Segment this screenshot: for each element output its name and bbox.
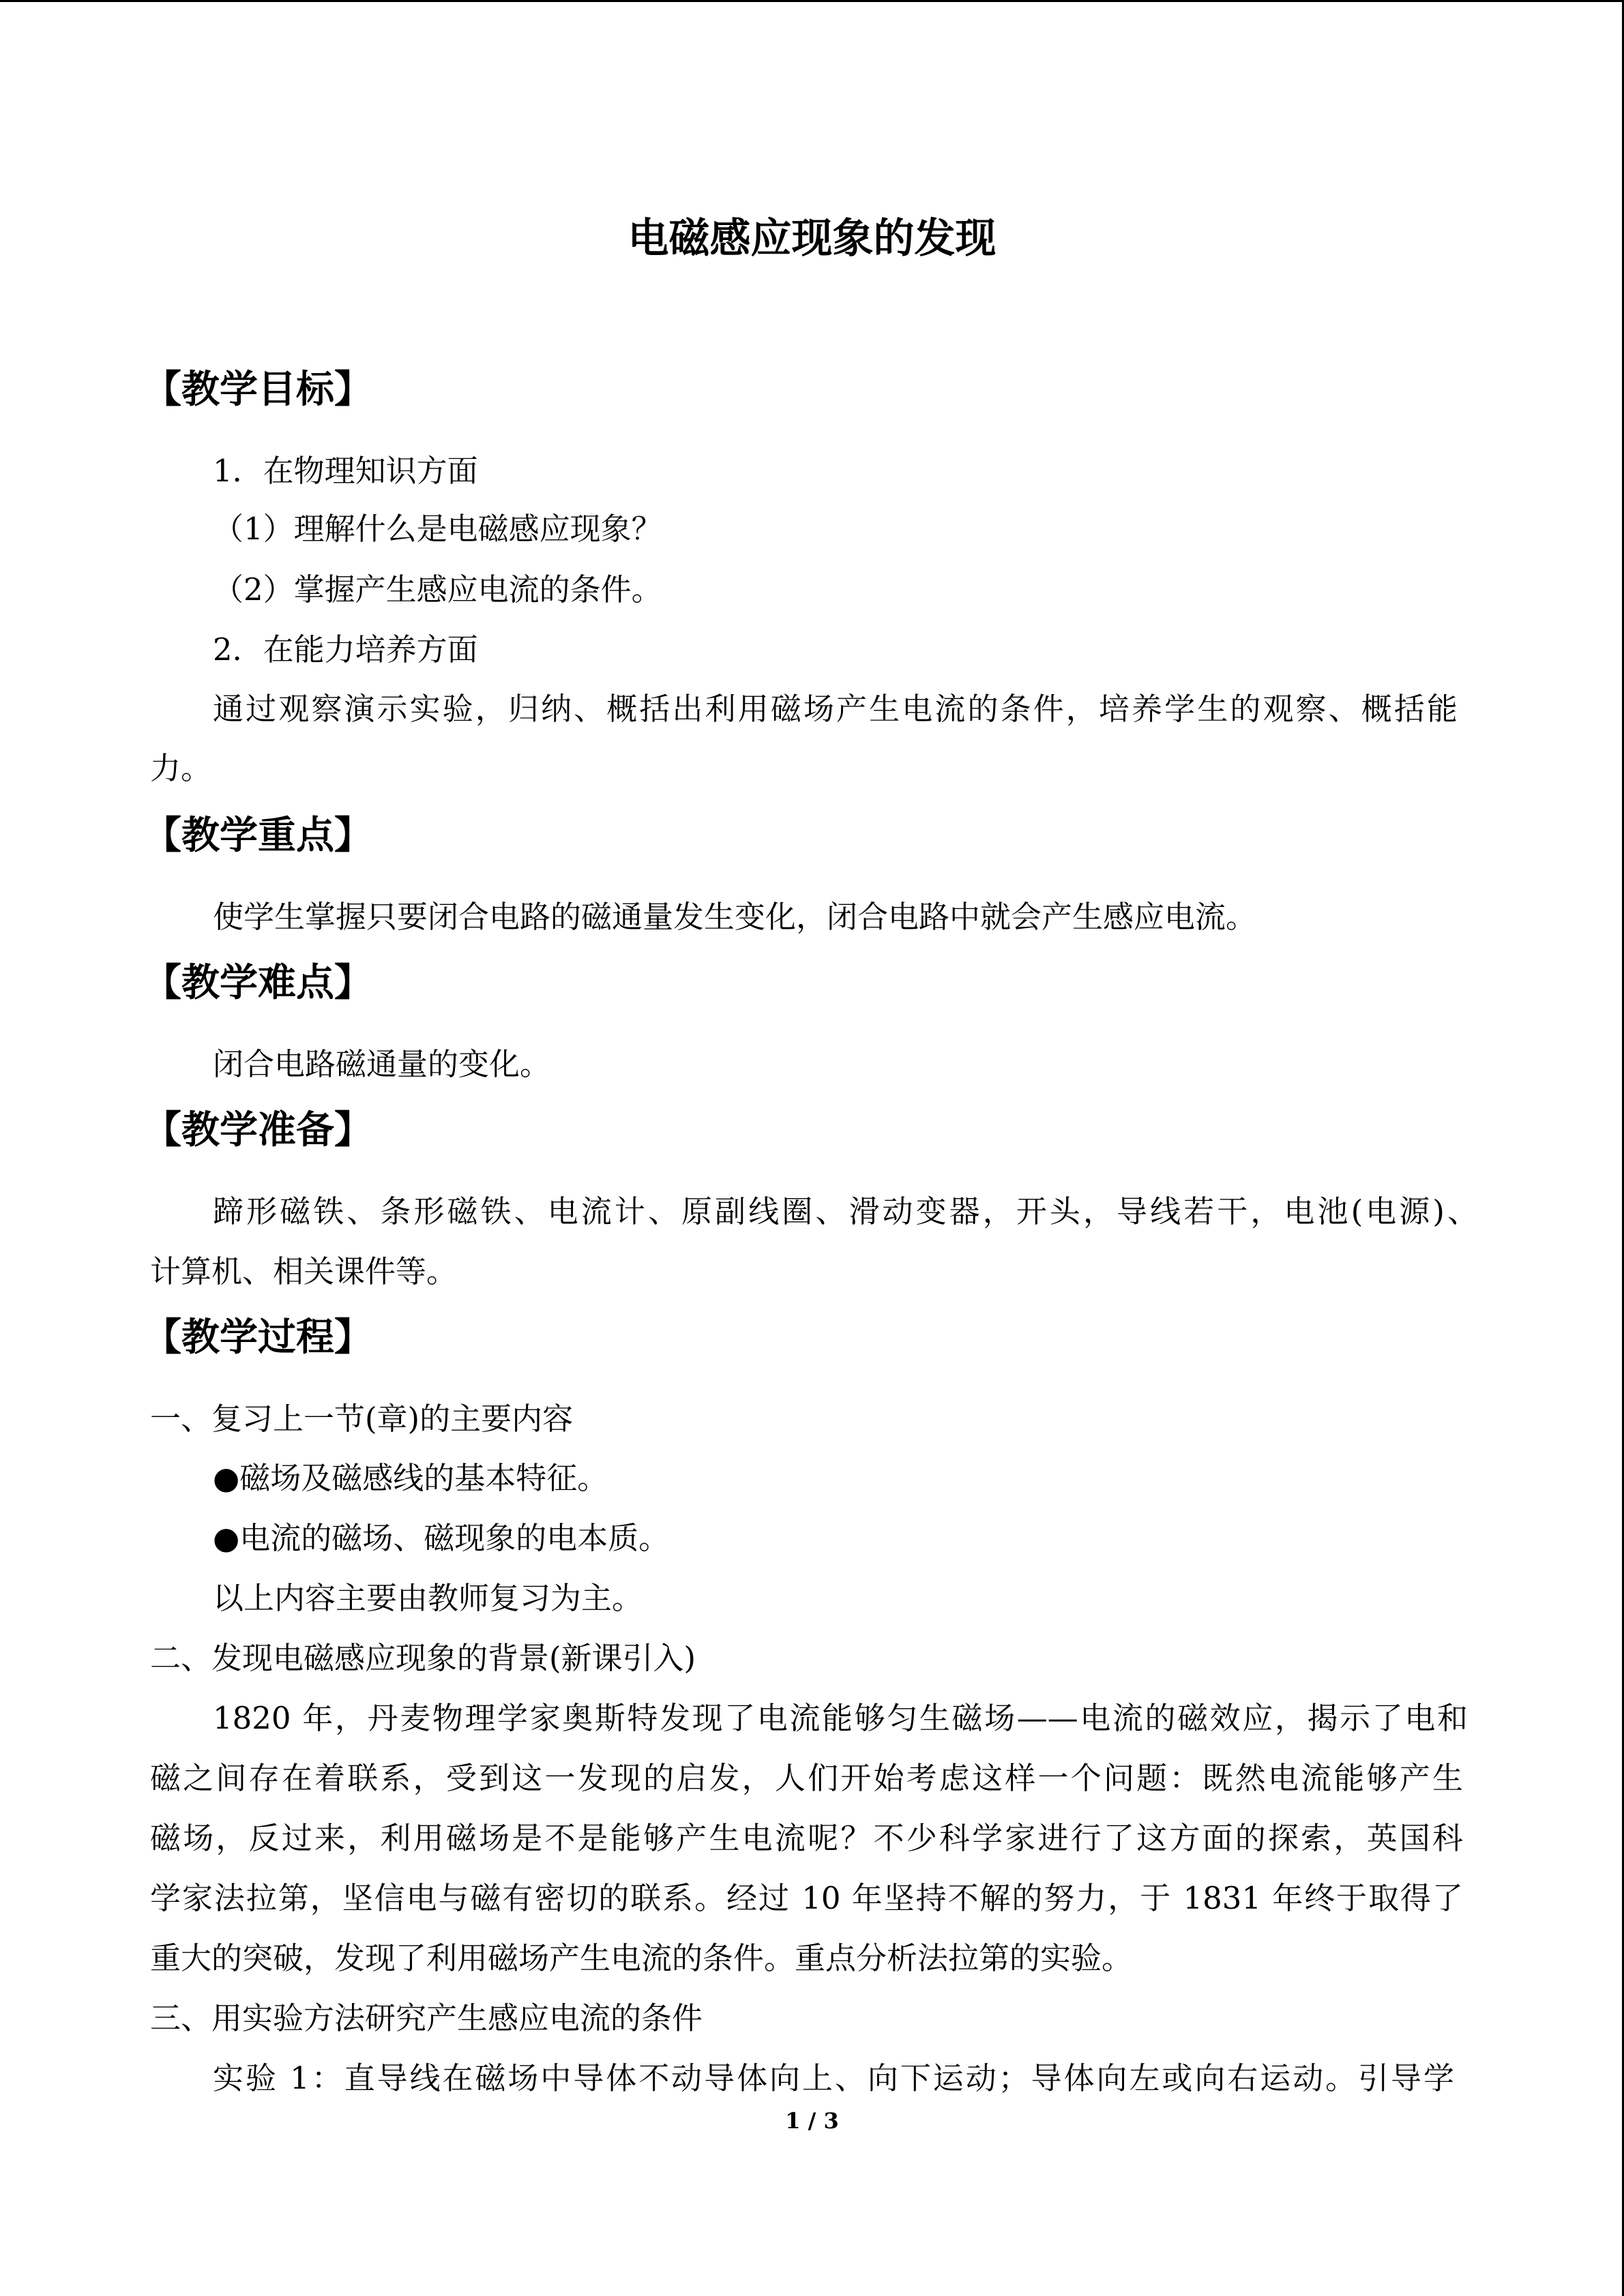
process-line-8: 磁场，反过来，利用磁场是不是能够产生电流呢？不少科学家进行了这方面的探索，英国科 bbox=[150, 1820, 1463, 1856]
section-heading-key-point: 【教学重点】 bbox=[143, 813, 372, 858]
page-title: 电磁感应现象的发现 bbox=[628, 215, 996, 263]
difficulty-line-1: 闭合电路磁通量的变化。 bbox=[213, 1046, 551, 1082]
objective-line-4: 2．在能力培养方面 bbox=[213, 631, 478, 668]
process-line-12: 实验 1：直导线在磁场中导体不动导体向上、向下运动；导体向左或向右运动。引导学 bbox=[213, 2060, 1454, 2096]
objective-line-1: 1．在物理知识方面 bbox=[213, 453, 478, 489]
process-line-3: ●电流的磁场、磁现象的电本质。 bbox=[213, 1520, 670, 1556]
process-line-10: 重大的突破，发现了利用磁场产生电流的条件。重点分析法拉第的实验。 bbox=[150, 1940, 1133, 1976]
process-line-4: 以上内容主要由教师复习为主。 bbox=[213, 1580, 643, 1616]
section-heading-process: 【教学过程】 bbox=[143, 1315, 372, 1360]
page-number: 1 / 3 bbox=[785, 2108, 839, 2134]
process-line-6: 1820 年，丹麦物理学家奥斯特发现了电流能够匀生磁场——电流的磁效应，揭示了电和 bbox=[213, 1700, 1468, 1736]
key-point-line-1: 使学生掌握只要闭合电路的磁通量发生变化，闭合电路中就会产生感应电流。 bbox=[213, 899, 1257, 935]
section-heading-difficulty: 【教学难点】 bbox=[143, 960, 372, 1005]
process-line-9: 学家法拉第，坚信电与磁有密切的联系。经过 10 年坚持不解的努力，于 1831 年终于取得了 bbox=[150, 1880, 1463, 1916]
process-line-2: ●磁场及磁感线的基本特征。 bbox=[213, 1460, 608, 1496]
preparation-line-1: 蹄形磁铁、条形磁铁、电流计、原副线圈、滑动变器，开头，导线若干，电池(电源)、 bbox=[213, 1193, 1478, 1229]
objective-line-6: 力。 bbox=[150, 750, 212, 786]
section-heading-preparation: 【教学准备】 bbox=[143, 1107, 372, 1152]
preparation-line-2: 计算机、相关课件等。 bbox=[150, 1253, 458, 1289]
objective-line-5: 通过观察演示实验，归纳、概括出利用磁场产生电流的条件，培养学生的观察、概括能 bbox=[213, 691, 1458, 727]
process-line-7: 磁之间存在着联系，受到这一发现的启发，人们开始考虑这样一个问题：既然电流能够产生 bbox=[150, 1760, 1463, 1796]
process-line-5: 二、发现电磁感应现象的背景(新课引入) bbox=[150, 1640, 696, 1676]
process-line-11: 三、用实验方法研究产生感应电流的条件 bbox=[150, 2000, 703, 2036]
section-heading-objectives: 【教学目标】 bbox=[143, 367, 372, 412]
process-line-1: 一、复习上一节(章)的主要内容 bbox=[150, 1401, 574, 1437]
objective-line-3: （2）掌握产生感应电流的条件。 bbox=[213, 571, 662, 608]
objective-line-2: （1）理解什么是电磁感应现象？ bbox=[213, 511, 662, 547]
